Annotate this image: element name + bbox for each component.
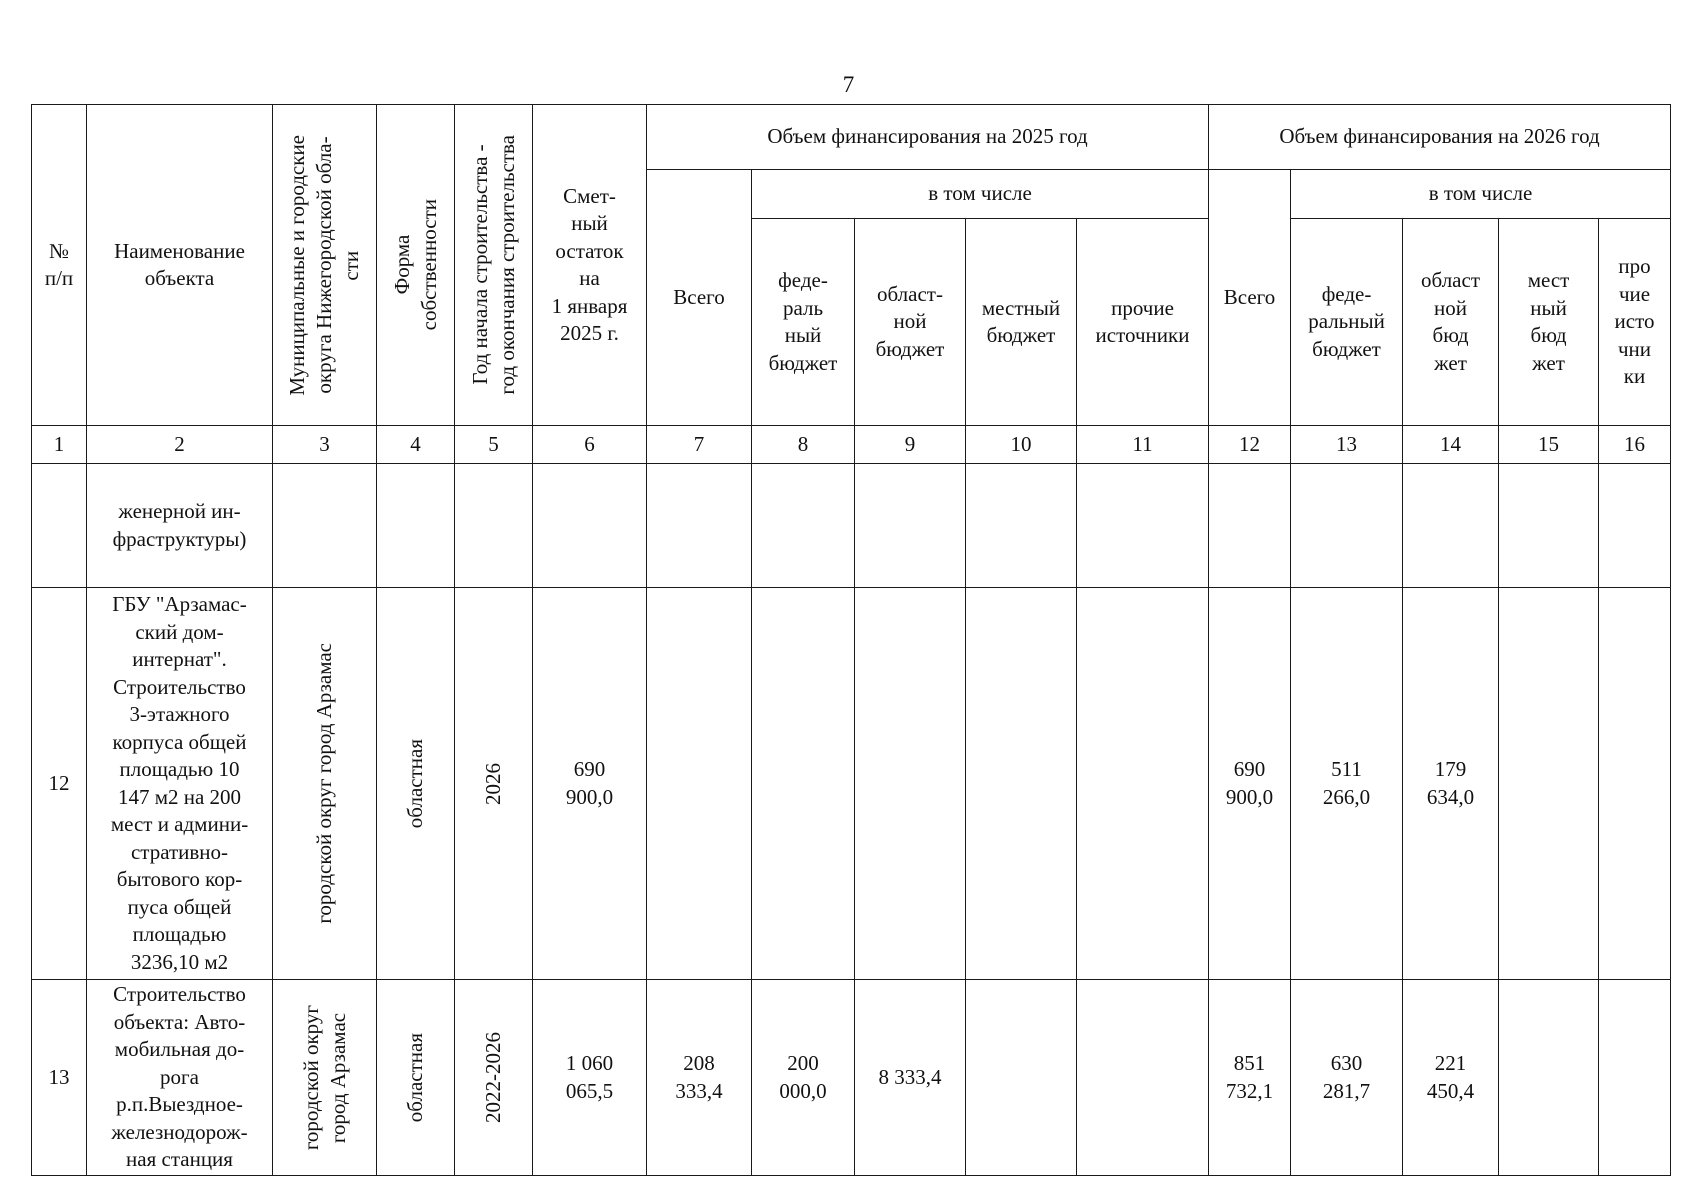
row-c15 [1499,464,1599,588]
row-name: Строительство объекта: Авто- мобильная до- рога р.п.Выездное- железнодорож- ная станция [87,980,273,1176]
header-regional-2025: област- ной бюджет [855,219,966,426]
column-number: 12 [1209,426,1291,464]
column-number: 4 [377,426,455,464]
column-number: 14 [1403,426,1499,464]
row-c8: 200 000,0 [752,980,855,1176]
row-years: 2022-2026 [481,1032,505,1123]
row-c7 [647,464,752,588]
table-row [32,980,1671,1176]
row-num: 12 [32,588,87,980]
row-c11 [1077,588,1209,980]
row-ownership: областная [403,738,427,829]
row-c7 [647,588,752,980]
row-c16 [1599,980,1671,1176]
header-ownership: Форма собственности [389,199,441,331]
row-c11 [1077,464,1209,588]
header-row-1 [32,105,1671,170]
column-number: 3 [273,426,377,464]
row-c9 [855,588,966,980]
column-number: 1 [32,426,87,464]
table-row [32,588,1671,980]
row-municipality-cell [273,588,377,980]
header-local-2025: местный бюджет [966,219,1077,426]
row-num [32,464,87,588]
header-regional-2026: област ной бюд жет [1403,219,1499,426]
row-ownership [377,464,455,588]
row-c13 [1291,464,1403,588]
column-number: 7 [647,426,752,464]
row-ownership-cell [377,980,455,1176]
row-c15 [1499,980,1599,1176]
header-federal-2026: феде- ральный бюджет [1291,219,1403,426]
row-years: 2026 [481,762,505,805]
row-c14: 179 634,0 [1403,588,1499,980]
header-years: Год начала строительства - год окончания строительства [467,135,519,395]
row-municipality: городской округ город Арзамас [312,643,336,924]
table-row [32,464,1671,588]
row-years [455,464,533,588]
header-estimate: Смет- ный остаток на 1 января 2025 г. [533,105,647,426]
row-c8 [752,588,855,980]
header-other-2026: про чие исто чни ки [1599,219,1671,426]
column-number: 10 [966,426,1077,464]
header-ownership-cell [377,105,455,426]
row-c10 [966,588,1077,980]
row-ownership: областная [403,1032,427,1123]
row-c16 [1599,464,1671,588]
financing-table [31,104,1671,1176]
row-c8 [752,464,855,588]
header-funding-2026: Объем финансирования на 2026 год [1209,105,1671,170]
header-local-2026: мест ный бюд жет [1499,219,1599,426]
column-number-row [32,426,1671,464]
row-years-cell [455,980,533,1176]
row-estimate: 1 060 065,5 [533,980,647,1176]
row-c11 [1077,980,1209,1176]
header-other-2025: прочие источники [1077,219,1209,426]
page-number: 7 [842,72,855,97]
row-name: женерной ин- фраструктуры) [87,464,273,588]
row-c9: 8 333,4 [855,980,966,1176]
header-including-2025: в том числе [752,170,1209,219]
column-number: 11 [1077,426,1209,464]
column-number: 16 [1599,426,1671,464]
row-years-cell [455,588,533,980]
row-municipality: городской округ город Арзамас [298,1004,350,1151]
header-name: Наименование объекта [87,105,273,426]
row-c14: 221 450,4 [1403,980,1499,1176]
row-c9 [855,464,966,588]
header-federal-2025: феде- раль ный бюджет [752,219,855,426]
row-num: 13 [32,980,87,1176]
column-number: 5 [455,426,533,464]
column-number: 8 [752,426,855,464]
row-c13: 511 266,0 [1291,588,1403,980]
column-number: 2 [87,426,273,464]
row-c10 [966,980,1077,1176]
column-number: 9 [855,426,966,464]
header-years-cell [455,105,533,426]
row-name: ГБУ "Арзамас- ский дом- интернат". Строительство 3-этажного корпуса общей площадью 10 147 м2 на 200 мест и админи- стративно- бытового кор- пуса общей площадью 3236,10 м2 [87,588,273,980]
header-including-2026: в том числе [1291,170,1671,219]
row-ownership-cell [377,588,455,980]
row-estimate: 690 900,0 [533,588,647,980]
row-c7: 208 333,4 [647,980,752,1176]
header-funding-2025: Объем финансирования на 2025 год [647,105,1209,170]
header-total-2025: Всего [647,170,752,426]
row-c10 [966,464,1077,588]
column-number: 15 [1499,426,1599,464]
header-total-2026: Всего [1209,170,1291,426]
column-number: 6 [533,426,647,464]
header-municipality-cell [273,105,377,426]
header-num: № п/п [32,105,87,426]
row-municipality [273,464,377,588]
header-municipality: Муниципальные и городские округа Нижегородской обла- сти [285,134,363,396]
row-c16 [1599,588,1671,980]
column-number: 13 [1291,426,1403,464]
row-c15 [1499,588,1599,980]
row-c12: 851 732,1 [1209,980,1291,1176]
row-municipality-cell [273,980,377,1176]
row-c13: 630 281,7 [1291,980,1403,1176]
row-c14 [1403,464,1499,588]
row-c12 [1209,464,1291,588]
row-estimate [533,464,647,588]
row-c12: 690 900,0 [1209,588,1291,980]
